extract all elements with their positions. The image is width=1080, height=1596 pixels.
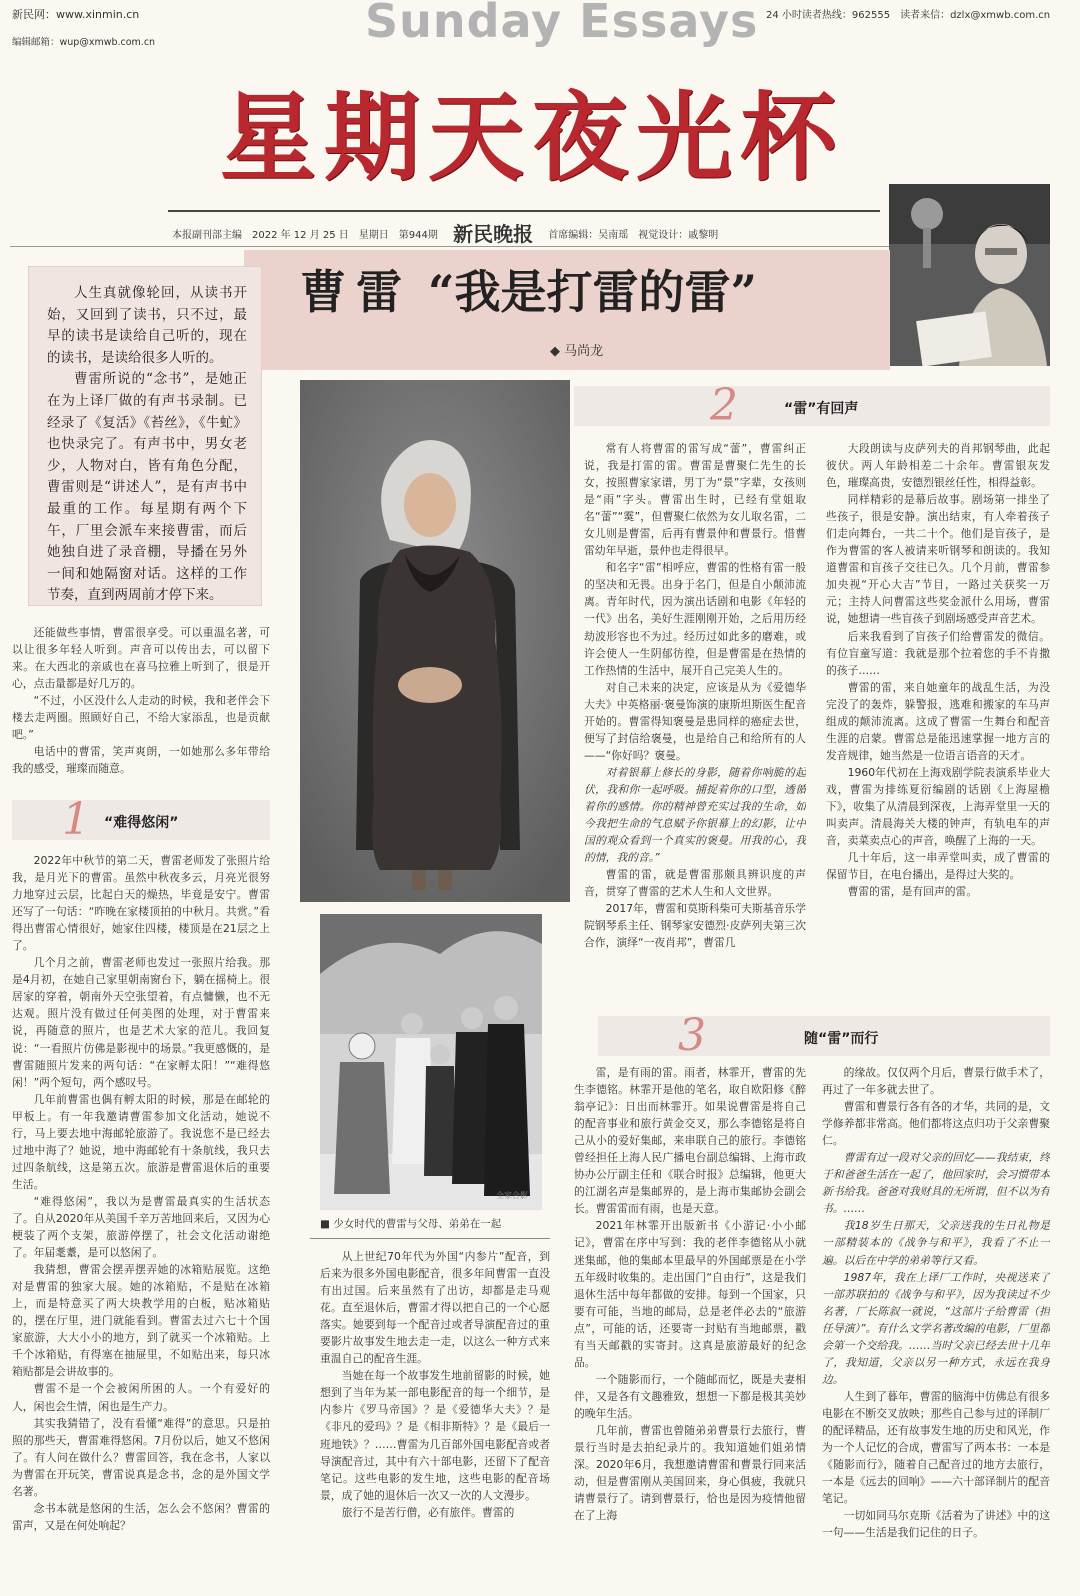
paragraph: 曹雷的雷，就是曹雷那颇具辨识度的声音，贯穿了曹雷的艺术人生和人文世界。: [584, 868, 806, 899]
paragraph: 当她在每一个故事发生地前留影的时候，她想到了当年为某一部电影配音的每一个细节，是内参片《罗马帝国》？是《爱德华大夫》？是《非凡的爱玛》？是《相非斯特》？是《最后一班地铁》？……曹雷为几百部外国电影配音或者导演配音过，其中有六十部电影，还留下了配音笔记。这些电影的发生地，这些电影的配音场景，成了她的退休后一次又一次的人文漫步。: [320, 1369, 550, 1502]
family-photo-caption: ■ 少女时代的曹雷与父母、弟弟在一起: [320, 1218, 502, 1230]
credits: 首席编辑：吴南瑶 视觉设计：戚黎明: [548, 230, 719, 241]
header-rule: [168, 210, 880, 212]
photo-recording-svg: [889, 184, 1050, 366]
paragraph: 常有人将曹雷的雷写成“蕾”，曹雷纠正说，我是打雷的雷。曹雷是曹聚仁先生的长女，按照曹家家谱，男丁为“景”字辈，女孩则是“雨”字头。曹雷出生时，已经有堂姐取名“蕾”“霙”，但曹聚仁依然为女儿取名雷，二女儿则是曹雷，后再有曹景仲和曹景行。惜曹雷幼年早逝，景仲也走得很早。: [584, 442, 806, 558]
paragraph: 2017年，曹雷和莫斯科柴可夫斯基音乐学院钢琴系主任、钢琴家安德烈·皮萨列夫第三次合作，演绎“一夜肖邦”，曹雷几: [584, 902, 806, 950]
portrait-photo-svg: [300, 380, 570, 902]
paragraph: 2021年林霏开出版新书《小游记·小小邮记》，曹雷在序中写到：我的老伴李德铭从小就迷集邮，他的集邮本里最早的外国邮票是在小学五年级时收集的。走出国门“自由行”，这是我们退休生活中每年都做的安排。每到一个国家，只要有可能，当地的邮局，总是老伴必去的“旅游点”，可能的话，还要寄一封贴有当地邮票，戳有当天邮戳的实寄封。这真是旅游最好的纪念品。: [574, 1219, 806, 1369]
paragraph: 一切如同马尔克斯《活着为了讲述》中的这一句——生活是我们记住的日子。: [822, 1509, 1050, 1540]
divider: [310, 1238, 550, 1239]
paragraph: “难得悠闲”，我以为是曹雷最真实的生活状态了。自从2020年从美国千辛万苦地回来后，又因为心梗装了两个支架，旅游停摆了，社会文化活动谢绝了。年届耄耋，是可以悠闲了。: [12, 1194, 270, 1260]
masthead: 星期天夜光杯: [220, 81, 844, 194]
family-photo-svg: [320, 914, 542, 1210]
archival-photo-recording: [889, 184, 1050, 366]
article-title: [300, 256, 880, 322]
family-photo-credit: 全家合影: [496, 1191, 528, 1200]
quote-paragraph: 我18岁生日那天，父亲送我的生日礼物是一部精装本的《战争与和平》，我看了不止一遍。以后在中学的弟弟等行又看。: [822, 1219, 1050, 1267]
paragraph: “不过，小区没什么人走动的时候，我和老伴会下楼去走两圈。照顾好自己，不给大家添乱，也是贡献吧。”: [12, 694, 270, 742]
editor-email[interactable]: 编辑邮箱：wup@xmwb.com.cn: [12, 37, 156, 48]
col1-section1-text: [12, 852, 270, 1552]
paragraph: 还能做些事情，曹雷很享受。可以重温名著，可以让很多年轻人听到。声音可以传出去，可以留下来。在大西北的亲戚也在喜马拉雅上听到了，很是开心，点击量都是好几万的。: [12, 626, 270, 691]
paper-name: 新民晚报: [453, 222, 534, 246]
paragraph: 后来我看到了盲孩子们给曹雷发的微信。有位盲童写道：我就是那个拉着您的手不肯撒的孩子……: [826, 629, 1050, 677]
paragraph: 的缘故。仅仅两个月后，曹景行做手术了，再过了一年多就去世了。: [822, 1066, 1050, 1097]
section-title-en: Sunday Essays: [365, 0, 759, 48]
paragraph: 从上世纪70年代为外国“内参片”配音，到后来为很多外国电影配音，很多年间曹雷一直没有出过国。后来虽然有了出访，却都是走马观花。直至退休后，曹雷才得以把自己的一个心愿落实。她要到每一个配音过或者导演配音过的重要影片故事发生地去走一走，以这么一种方式来重温自己的配音生涯。: [320, 1250, 550, 1366]
section-2-header: [574, 380, 1050, 431]
quote-paragraph: 曹雷有过一段对父亲的回忆——我结束，终于和爸爸生活在一起了，他回家时，会习惯带本新书给我。爸爸对我财具的无所谓，但不以为有书。……: [822, 1151, 1050, 1216]
section-3-title: 随“雷”而行: [804, 1031, 879, 1047]
reader-hotline: 24 小时读者热线：962555 读者来信：dzlx@xmwb.com.cn: [766, 10, 1051, 21]
section-1-number: 1: [62, 794, 90, 845]
paragraph: 曹雷的雷，来自她童年的战乱生活，为没完没了的轰炸，躲警报，逃难和搬家的车马声组成的颠沛流离。这成了曹雷一生舞台和配音生涯的启蒙。曹雷总是能迅速掌握一地方言的发音规律，她当然是一位语言语音的天才。: [826, 680, 1050, 762]
paragraph: 其实我猜错了，没有看懂“难得”的意思。只是拍照的那些天，曹雷难得悠闲。7月份以后，她又不悠闲了。有人问在做什么？曹雷回答，我在念书，人家以为曹雷在开玩笑，曹雷说真是念书，念的是外国文学名著。: [12, 1416, 270, 1498]
intro-paragraph: 曹雷所说的“念书”，是她正在为上译厂做的有声书录制。已经录了《复活》《苔丝》，《牛虻》也快录完了。有声书中，男女老少，人物对白，皆有角色分配，曹雷则是“讲述人”，是有声书中最重的工作。每星期有两个下午，厂里会派车来接曹雷，而后她独自进了录音棚，导播在另外一间和她隔窗对话。这样的工作节奏，直到两周前才停下来。: [47, 371, 247, 604]
intro-paragraph: 人生真就像轮回，从读书开始，又回到了读书，只不过，最早的读书是读给自己听的，现在的读书，是读给很多人听的。: [47, 285, 247, 366]
issue-info-line: [172, 218, 872, 247]
section-3-header: [598, 1010, 1050, 1061]
paragraph: 旅行不是苦行僧，必有旅伴。曹雷的: [341, 1505, 515, 1519]
paragraph: 雷，是有雨的雷。雨者，林霏开，曹雷的先生李德铭。林霏开是他的笔名，取自欧阳修《醉翁亭记》：日出而林霏开。如果说曹雷是将自己的配音事业和旅行黄金交叉，那么李德铭是将自己从小的爱好集邮，来串联自己的旅行。李德铭曾经担任上海人民广播电台副总编辑、上海市政协办公厅副主任和《联合时报》总编辑，他更大的江湖名声是集邮界的，是上海市集邮协会副会长。曹雷雷而有雨，也是天意。: [574, 1066, 806, 1216]
col4-section3-text: [822, 1064, 1050, 1568]
article-title-quote: “我是打雷的雷”: [428, 265, 757, 319]
paragraph: 念书本就是悠闲的生活，怎么会不悠闲？曹雷的雷声，又是在何处响起？: [12, 1501, 270, 1532]
article-title-name: 曹雷: [300, 265, 412, 319]
issue-info: 本报副刊部主编 2022 年 12 月 25 日 星期日 第944期: [172, 230, 438, 241]
paragraph: 对自己未来的决定，应该是从为《爱德华大夫》中英格丽·褒曼饰演的康斯坦斯医生配音开始的。曹雷得知褒曼是患同样的癌症去世，便写了封信给褒曼，也是给自己和给所有的人——“你好吗？褒曼。: [584, 680, 806, 762]
col1-opening: [12, 624, 270, 780]
quote-paragraph: 1987年，我在上译厂工作时，央视送来了一部苏联拍的《战争与和平》，因为我读过不少名著，厂长陈叙一就说，“这部片子给曹雷（担任导演）”。有什么文学名著改编的电影，厂里都会第一个交给我。……当时父亲已经去世十几年了，我知道，父亲以另一种方式，永远在我身边。: [822, 1270, 1050, 1386]
family-photo: [320, 914, 542, 1210]
paragraph: 2022年中秋节的第二天，曹雷老师发了张照片给我，是月光下的曹雷。虽然中秋夜多云，月亮光很努力地穿过云层，比起白天的燥热，毕竟是安宁。曹雷还写了一句话：“昨晚在家楼顶拍的中秋月。共赏。”看得出曹雷心情很好，她家住四楼，楼顶是在21层之上了。: [12, 854, 270, 953]
paragraph: 几年前曹雷也偶有孵太阳的时候，那是在邮轮的甲板上。有一年我邀请曹雷参加文化活动，她说不行，马上要去地中海邮轮旅游了。我说您不是已经去过地中海了？她说，地中海邮轮有十条航线，我只去过四条航线，这是第五次。旅游是曹雷退休后的重要生活。: [12, 1092, 270, 1191]
paragraph: 曹雷的雷，是有回声的雷。: [847, 885, 978, 899]
paragraph: 大段朗读与皮萨列夫的肖邦钢琴曲，此起彼伏。两人年龄相差二十余年。曹雷银灰发色，璀璨高贵，安德烈银丝任性，相得益彰。: [826, 442, 1050, 490]
quote-paragraph: 对着银幕上修长的身影，随着你响脆的起伏，我和你一起呼吸。捕捉着你的口型，透循着你的感情。你的精神曾充实过我的生命，如今我把生命的气息赋予你银幕上的幻影，让中国的观众看到一个真实的褒曼。用我的心，我的情，我的音。”: [584, 765, 806, 865]
section-2-number: 2: [710, 380, 738, 431]
paragraph: 几个月之前，曹雷老师也发过一张照片给我。那是4月初，在她自己家里朝南窗台下，躺在摇椅上。很居家的穿着，朝南外天空张望着，有点慵懒，也不无达观。照片没有做过任何美图的处理，对于曹雷来说，再随意的照片，也是艺术大家的范儿。我回复说：“一看照片仿佛是影视中的场景。”我更感慨的，是曹雷随照片发来的两句话：“在家孵太阳！”“难得悠闲！”两个短句，两个感叹号。: [12, 956, 270, 1089]
col3-section2-text: [584, 440, 806, 1040]
paragraph: 同样精彩的是幕后故事。剧场第一排坐了些孩子，很是安静。演出结束，有人牵着孩子们走向舞台，一共二十个。他们是盲孩子，是作为曹雷的客人被请来听钢琴和朗读的。我知道曹雷和盲孩子交往已久。几个月前，曹雷参加央视“开心大吉”节目，一路过关获奖一万元；主持人问曹雷这些奖金派什么用场，曹雷说，她想请一些盲孩子到剧场感受声音艺术。: [826, 493, 1050, 626]
col3-section3-text: [574, 1064, 806, 1568]
paragraph: 1960年代初在上海戏剧学院表演系毕业大戏，曹雷为排练夏衍编剧的话剧《上海屋檐下》，收集了从清晨到深夜，上海弄堂里一天的叫卖声。清晨海关大楼的钟声，有轨电车的声音，卖菜卖点心的声音，唤醒了上海的一天。: [826, 765, 1050, 848]
col4-section2-text: [826, 440, 1050, 1000]
section-3-number: 3: [678, 1010, 706, 1061]
paragraph: 曹雷不是一个会被闲所困的人。一个有爱好的人，闲也会生情，闲也是生产力。: [12, 1382, 270, 1413]
section-1-title: “难得悠闲”: [104, 815, 179, 831]
paragraph: 和名字“雷”相呼应，曹雷的性格有雷一般的坚决和无畏。出身于名门，但是自小颠沛流离。青年时代，因为演出话剧和电影《年轻的一代》出名，美好生涯刚刚开始，之后用历经劫波形容也不为过。经历过如此多的磨难，或许会使人一生阴郁彷徨，但是曹雷是在热情的工作热情的生活中，展开自己完美人生的。: [584, 561, 806, 677]
section-2-title: “雷”有回声: [784, 401, 859, 417]
paragraph: 几十年后，这一串弄堂叫卖，成了曹雷的保留节目，在电台播出，是得过大奖的。: [826, 851, 1050, 882]
portrait-photo: [300, 380, 570, 902]
paragraph: 电话中的曹雷，笑声爽朗，一如她那么多年带给我的感受，璀璨而随意。: [12, 745, 270, 776]
website-url[interactable]: 新民网：www.xinmin.cn: [12, 8, 140, 21]
paragraph: 曹雷和曹景行各有各的才华，共同的是，文学修养都非常高。他们都将这点归功于父亲曹聚仁。: [822, 1100, 1050, 1148]
col2-text: [320, 1248, 550, 1568]
article-author: ◆ 马尚龙: [550, 344, 604, 359]
paragraph: 人生到了暮年，曹雷的脑海中仿佛总有很多电影在不断交叉放映；那些自己参与过的译制厂的配译精品，还有故事发生地的历史和风光，作为一个人记忆的合成，曹雷写了两本书：一本是《随影而行》，随着自己配音过的地方去旅行，一本是《远去的回响》——六十部译制片的配音笔记。: [822, 1389, 1050, 1506]
intro-box: [28, 266, 262, 606]
section-1-header: [12, 794, 270, 845]
paragraph: 一个随影而行，一个随邮而忆，既是夫妻相伴，又是各有文趣雅致，想想一下都是极其美妙的晚年生活。: [574, 1372, 806, 1420]
divider: [10, 246, 890, 247]
paragraph: 我猜想，曹雷会摆弄摆弄她的冰箱贴展览。这绝对是曹雷的独家大展。她的冰箱贴，不是贴在冰箱上，而是特意买了两大块教学用的白板，贴冰箱贴的，摆在厅里，进门就能看到。曹雷去过六七十个国家旅游，大大小小的地方，到了就买一个冰箱贴。上千个冰箱贴，有得塞在抽屉里，不如贴出来，每只冰箱贴都是会讲故事的。: [12, 1263, 270, 1379]
paragraph: 几年前，曹雷也曾随弟弟曹景行去旅行，曹景行当时是去拍纪录片的。我知道她们姐弟情深。2020年6月，我想邀请曹雷和曹景行同来活动，但是曹雷刚从美国回来，身心俱疲，我就只请曹景行了。请到曹景行，恰也是因为疫情他留在了上海: [574, 1423, 806, 1523]
